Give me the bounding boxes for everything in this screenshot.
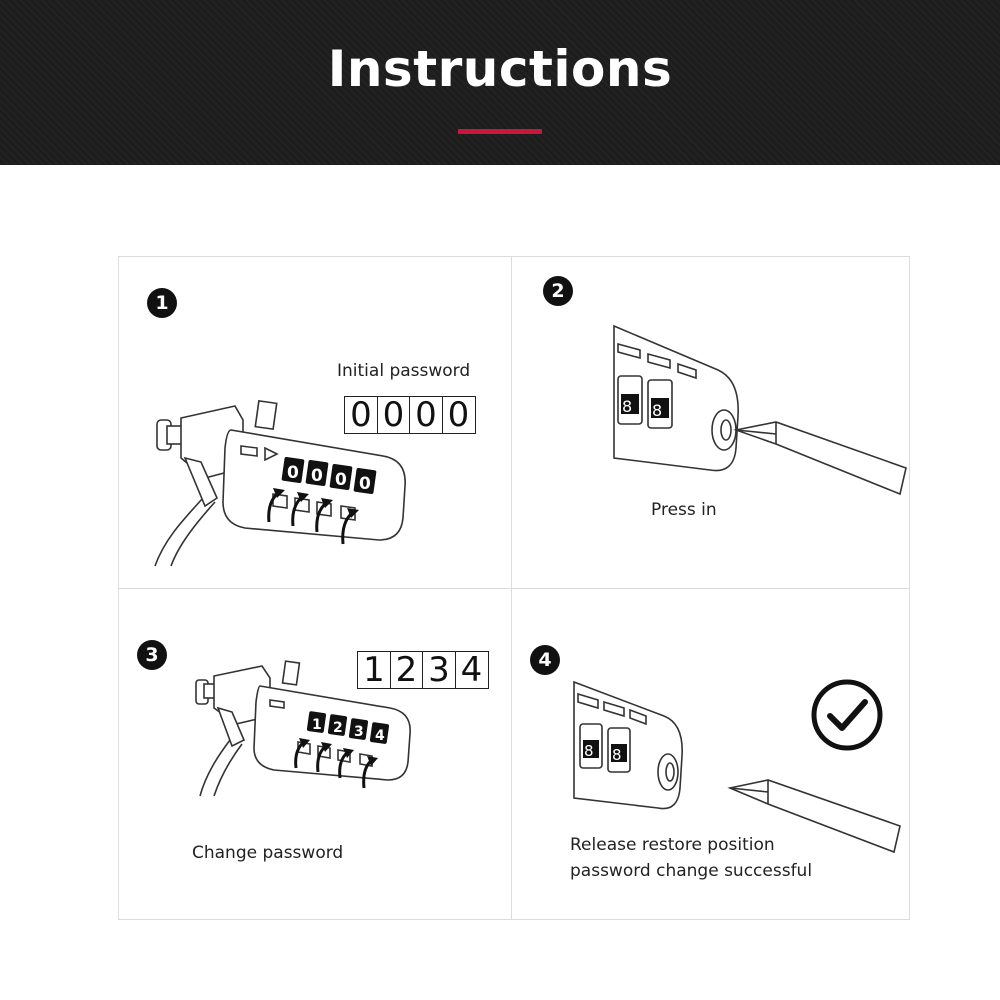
step-number-badge: 4 (530, 645, 560, 675)
code-digit: 0 (409, 396, 443, 434)
wheel-digit: 0 (287, 463, 299, 483)
step-caption: Change password (192, 843, 344, 863)
step-number-badge: 2 (543, 276, 573, 306)
step-caption-line-2: password change successful (570, 861, 813, 881)
step-caption: Press in (651, 500, 717, 520)
wheel-digit: 1 (312, 717, 322, 733)
pen-icon (736, 422, 906, 494)
wheel-digit: 8 (622, 397, 633, 416)
code-digit: 0 (442, 396, 476, 434)
grid-divider-horizontal (118, 588, 910, 589)
step-caption-line-1: Release restore position (570, 835, 775, 855)
wheel-digit: 0 (359, 474, 371, 494)
wheel-digit: 8 (652, 401, 663, 420)
code-digit: 0 (377, 396, 411, 434)
wheel-digit: 4 (375, 728, 385, 744)
code-digit: 4 (455, 651, 489, 689)
wheel-digit: 3 (354, 724, 364, 740)
wheel-digit: 8 (584, 742, 594, 760)
code-digit: 1 (357, 651, 391, 689)
step-caption: Initial password (337, 361, 471, 381)
step-number-badge: 3 (137, 640, 167, 670)
wheel-digit: 2 (333, 720, 343, 736)
page-title: Instructions (327, 40, 673, 98)
code-digit: 3 (422, 651, 456, 689)
cable-lock-illustration (190, 660, 420, 800)
reset-button-illustration (600, 318, 910, 498)
code-digit: 0 (344, 396, 378, 434)
wheel-digit: 0 (311, 466, 323, 486)
cable-lock-illustration (145, 398, 415, 568)
header-banner (0, 0, 1000, 165)
step-number-badge: 1 (147, 288, 177, 318)
wheel-digit: 0 (335, 470, 347, 490)
code-digit: 2 (390, 651, 424, 689)
title-underline (458, 129, 542, 134)
wheel-digit: 8 (612, 746, 622, 764)
